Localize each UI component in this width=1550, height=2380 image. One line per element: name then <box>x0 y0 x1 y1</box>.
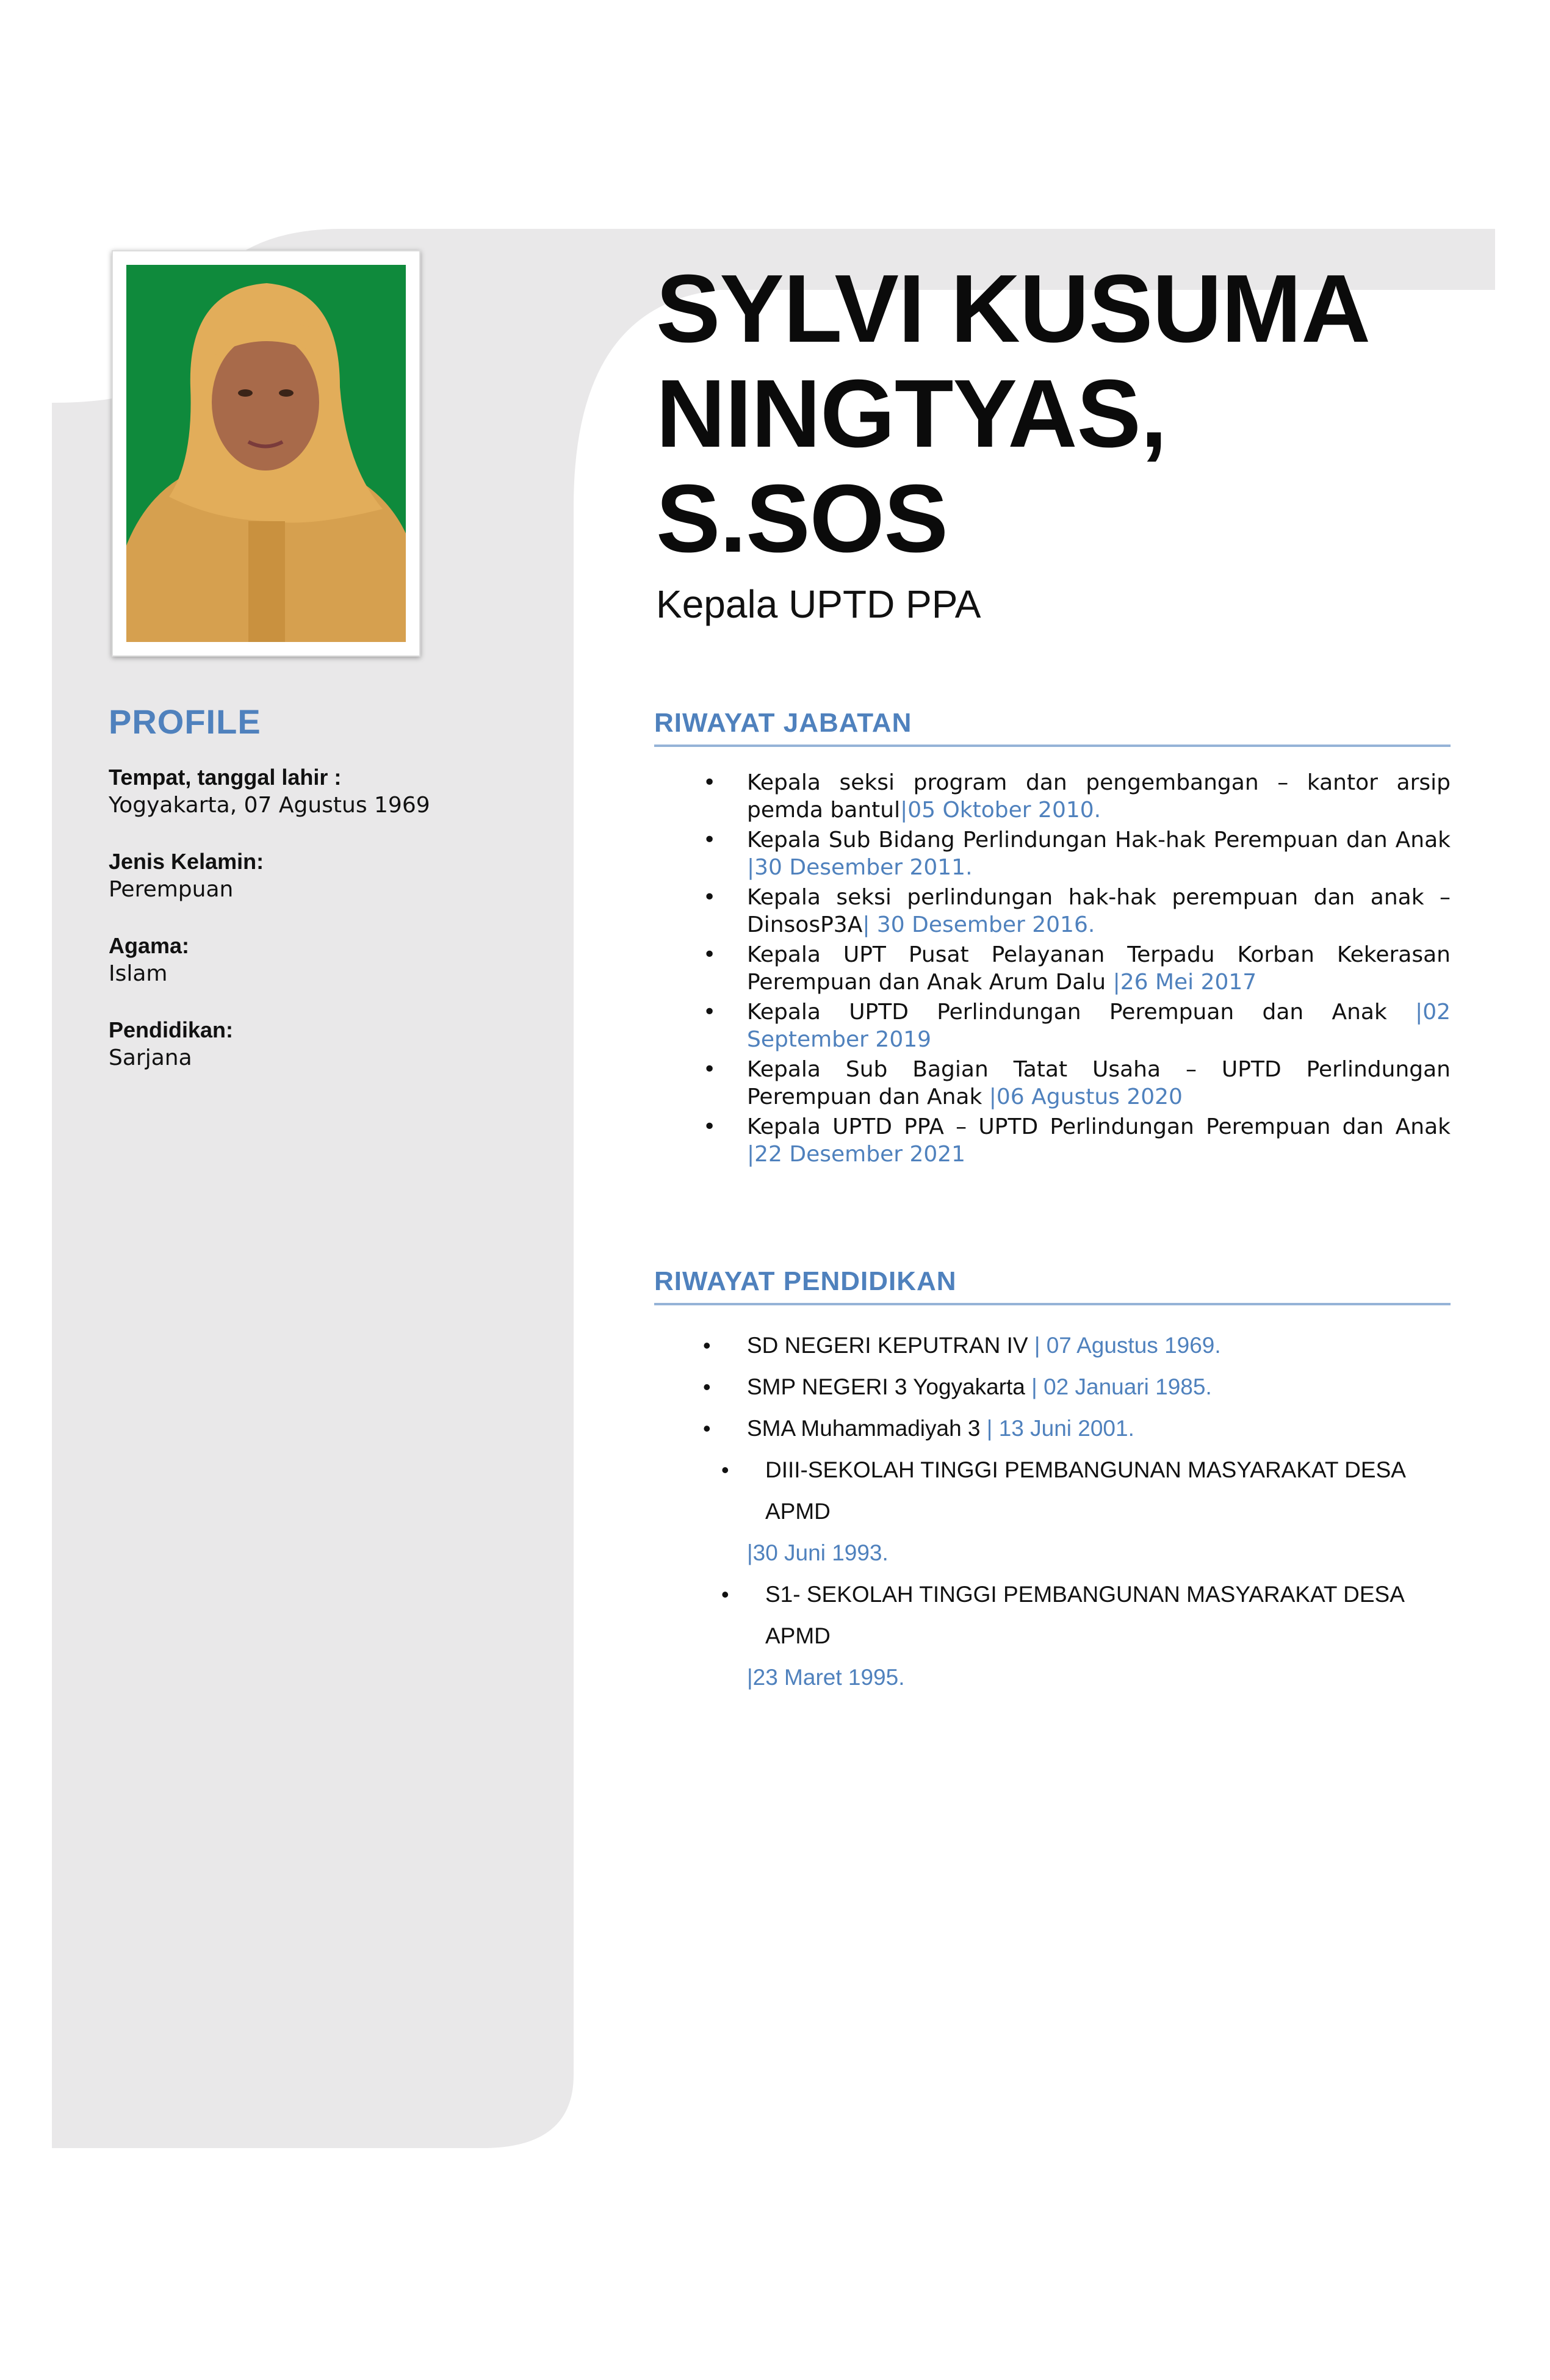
item-text: Kepala UPTD PPA – UPTD Perlindungan Perempuan dan Anak <box>747 1114 1451 1139</box>
item-text: DIII-SEKOLAH TINGGI PEMBANGUNAN MASYARAKAT DESA APMD <box>765 1457 1405 1524</box>
section-title: RIWAYAT PENDIDIKAN <box>654 1266 1451 1305</box>
item-date: |23 Maret 1995. <box>747 1665 905 1690</box>
field-value: Islam <box>109 961 168 986</box>
list-item <box>654 1449 1451 1574</box>
riwayat-pendidikan-section <box>654 1266 1451 1698</box>
list-item <box>654 1113 1451 1168</box>
field-label: Jenis Kelamin: <box>109 849 264 874</box>
list-item <box>654 1408 1451 1449</box>
name-line: S.SOS <box>656 465 948 572</box>
item-date: | 30 Desember 2016. <box>862 912 1095 937</box>
header <box>656 256 1452 629</box>
list-item <box>654 769 1451 824</box>
item-text: Kepala UPT Pusat Pelayanan Terpadu Korban Kekerasan Perempuan dan Anak Arum Dalu <box>747 942 1451 995</box>
list-item <box>654 884 1451 939</box>
item-date: | 07 Agustus 1969. <box>1034 1333 1221 1358</box>
item-date: |30 Desember 2011. <box>747 855 973 880</box>
field-value: Sarjana <box>109 1045 192 1070</box>
item-text: SD NEGERI KEPUTRAN IV <box>747 1333 1034 1358</box>
item-date: |06 Agustus 2020 <box>989 1084 1183 1109</box>
item-text: S1- SEKOLAH TINGGI PEMBANGUNAN MASYARAKAT DESA APMD <box>765 1582 1404 1648</box>
section-title: RIWAYAT JABATAN <box>654 708 1451 747</box>
job-role: Kepala UPTD PPA <box>656 582 981 626</box>
list-item <box>654 1574 1451 1698</box>
field-value: Perempuan <box>109 877 234 902</box>
item-date: |02 September 2019 <box>747 1000 1451 1052</box>
list-item <box>654 998 1451 1053</box>
list-item <box>654 941 1451 996</box>
item-date: |26 Mei 2017 <box>1112 970 1257 995</box>
list-item <box>654 1056 1451 1111</box>
education-field <box>109 1016 499 1072</box>
item-date: |30 Juni 1993. <box>747 1540 889 1565</box>
item-date: |22 Desember 2021 <box>747 1142 966 1167</box>
person-name <box>656 256 1452 571</box>
list-item <box>654 1325 1451 1366</box>
profile-title: PROFILE <box>109 702 261 741</box>
pendidikan-list <box>654 1325 1451 1698</box>
list-item <box>654 1366 1451 1408</box>
list-item <box>654 826 1451 881</box>
gender-field <box>109 848 499 904</box>
field-value: Yogyakarta, 07 Agustus 1969 <box>109 793 430 818</box>
religion-field <box>109 932 499 988</box>
item-text: Kepala seksi perlindungan hak-hak perempuan dan anak – DinsosP3A <box>747 885 1451 937</box>
portrait-image <box>126 265 406 642</box>
field-label: Tempat, tanggal lahir : <box>109 765 342 790</box>
jabatan-list <box>654 769 1451 1168</box>
name-line: NINGTYAS, <box>656 360 1167 467</box>
profile-sidebar <box>109 702 499 1100</box>
item-text: Kepala Sub Bagian Tatat Usaha – UPTD Perlindungan Perempuan dan Anak <box>747 1057 1451 1109</box>
riwayat-jabatan-section <box>654 708 1451 1170</box>
item-text: SMP NEGERI 3 Yogyakarta <box>747 1374 1032 1399</box>
item-date: | 02 Januari 1985. <box>1031 1374 1212 1399</box>
profile-photo <box>112 250 420 657</box>
birth-field <box>109 763 499 820</box>
field-label: Agama: <box>109 933 190 958</box>
item-text: Kepala Sub Bidang Perlindungan Hak-hak Perempuan dan Anak <box>747 828 1451 853</box>
item-text: Kepala seksi program dan pengembangan – kantor arsip pemda bantul <box>747 770 1451 823</box>
item-date: | 13 Juni 2001. <box>986 1416 1134 1441</box>
name-line: SYLVI KUSUMA <box>656 255 1371 362</box>
item-text: Kepala UPTD Perlindungan Perempuan dan Anak <box>747 1000 1416 1025</box>
item-text: SMA Muhammadiyah 3 <box>747 1416 987 1441</box>
field-label: Pendidikan: <box>109 1017 234 1042</box>
item-date: |05 Oktober 2010. <box>900 798 1101 823</box>
